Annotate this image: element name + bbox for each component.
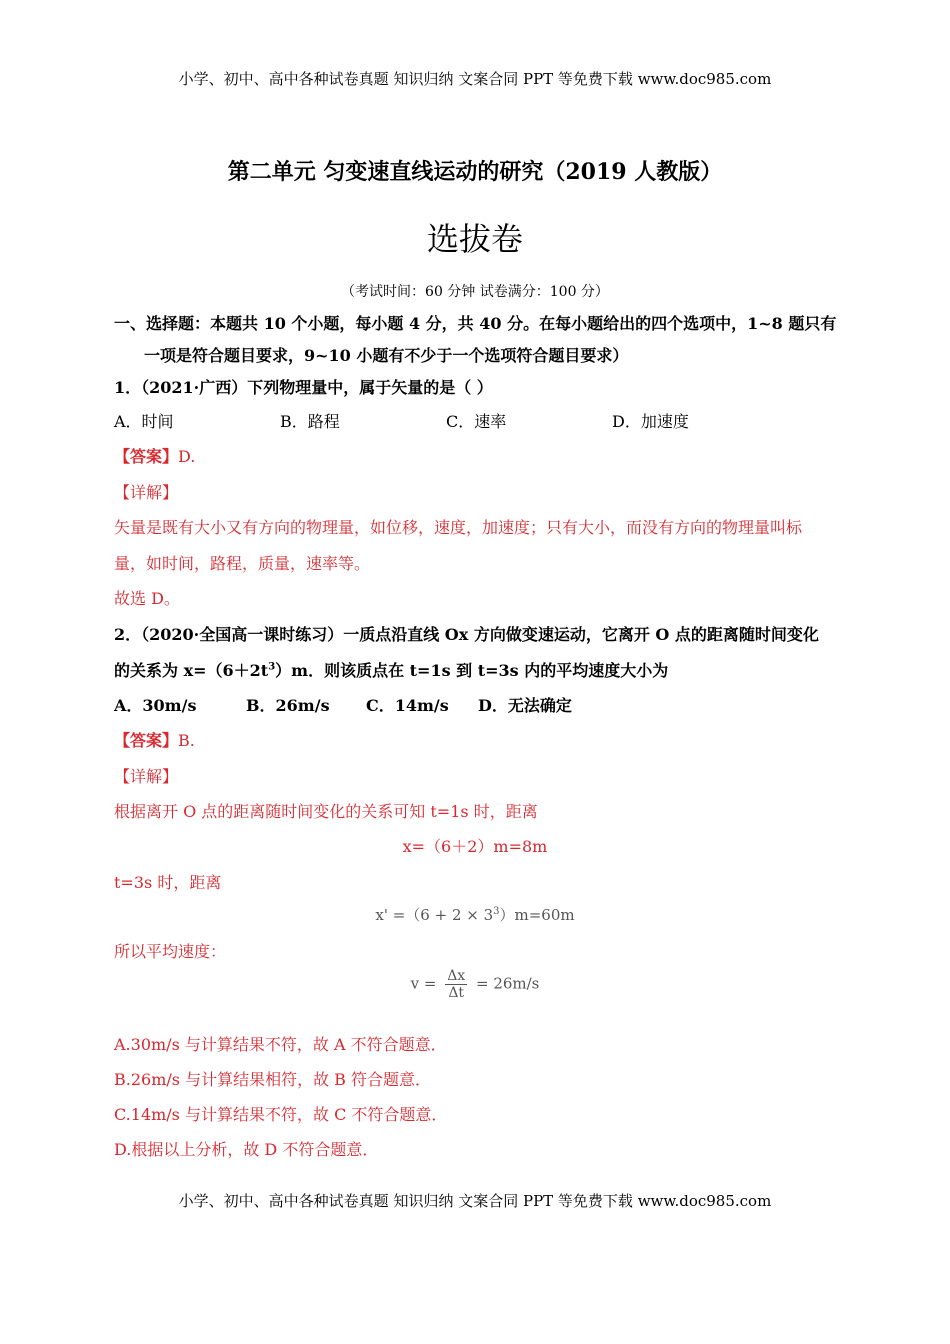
- q2-explain-line3: 所以平均速度：: [114, 942, 227, 961]
- q2-eq3-rhs: = 26m/s: [475, 974, 540, 993]
- q2-detail-label: 【详解】: [114, 767, 179, 786]
- page-subtitle: 选拔卷: [426, 220, 523, 258]
- q2-stem-line2: [114, 658, 668, 681]
- q2-explain-line1: 根据离开 O 点的距离随时间变化的关系可知 t=1s 时，距离: [114, 802, 538, 821]
- section-heading-line2: 一项是符合题目要求，9~10 小题有不少于一个选项符合题目要求）: [144, 346, 629, 365]
- q2-equation-1: x=（6＋2）m=8m: [402, 837, 548, 856]
- q1-option-d: D．加速度: [612, 412, 689, 431]
- page-footer: 小学、初中、高中各种试卷真题 知识归纳 文案合同 PPT 等免费下载 www.doc985.com: [178, 1192, 772, 1210]
- q2-answer: [114, 728, 195, 751]
- q2-answer-value: B.: [178, 731, 195, 750]
- q1-options: [114, 409, 689, 432]
- q2-analysis-b: B.26m/s 与计算结果相符，故 B 符合题意．: [114, 1070, 431, 1089]
- page-title: 第二单元 匀变速直线运动的研究（2019 人教版）: [227, 159, 723, 185]
- q2-eq2-a: x' =（6 + 2 × 3: [375, 906, 494, 924]
- q1-explain-line2: 量，如时间，路程，质量，速率等。: [114, 554, 371, 573]
- q2-stem-line1: 2．（2020·全国高一课时练习）一质点沿直线 Ox 方向做变速运动，它离开 O 点的距离随时间变化: [114, 625, 819, 644]
- q1-answer-label: 【答案】: [114, 447, 179, 466]
- q2-stem-exponent: 3: [268, 661, 276, 673]
- q2-eq2-exponent: 3: [493, 906, 500, 917]
- q2-eq3-fraction: [445, 968, 467, 1001]
- q1-conclusion: 故选 D。: [114, 589, 180, 608]
- page-header: 小学、初中、高中各种试卷真题 知识归纳 文案合同 PPT 等免费下载 www.doc985.com: [178, 70, 772, 88]
- q1-option-c: C．速率: [446, 412, 507, 431]
- q2-explain-line2: t=3s 时，距离: [114, 873, 222, 892]
- q2-answer-label: 【答案】: [114, 731, 179, 750]
- q2-eq3-denominator: Δt: [448, 985, 465, 1001]
- q2-eq3-numerator: Δx: [447, 968, 466, 984]
- q1-answer-value: D.: [178, 447, 196, 466]
- q2-equation-3: [0, 968, 950, 1001]
- q2-equation-2: [0, 904, 950, 925]
- q2-eq3-lhs: v =: [410, 974, 437, 993]
- q1-option-b: B．路程: [280, 412, 340, 431]
- q1-detail-label: 【详解】: [114, 483, 179, 502]
- q2-stem-line2-a: 的关系为 x=（6＋2t: [114, 661, 269, 680]
- q1-answer: [114, 444, 195, 467]
- q2-analysis-a: A.30m/s 与计算结果不符，故 A 不符合题意．: [114, 1035, 447, 1054]
- q2-option-c: C．14m/s: [366, 696, 449, 715]
- q2-options: [114, 693, 572, 716]
- q2-analysis-c: C.14m/s 与计算结果不符，故 C 不符合题意．: [114, 1105, 448, 1124]
- q1-option-a: A．时间: [114, 412, 174, 431]
- q2-analysis-d: D.根据以上分析，故 D 不符合题意．: [114, 1140, 379, 1159]
- q2-eq2-b: ）m=60m: [499, 906, 575, 924]
- exam-info: （考试时间：60 分钟 试卷满分：100 分）: [341, 284, 609, 300]
- q2-option-d: D．无法确定: [478, 696, 572, 715]
- q2-stem-line2-b: ）m．则该质点在 t=1s 到 t=3s 内的平均速度大小为: [275, 661, 669, 680]
- q1-explain-line1: 矢量是既有大小又有方向的物理量，如位移，速度，加速度；只有大小，而没有方向的物理量叫标: [114, 518, 803, 537]
- q1-stem: 1．（2021·广西）下列物理量中，属于矢量的是（ ）: [114, 378, 493, 397]
- q2-option-b: B．26m/s: [246, 696, 330, 715]
- q2-option-a: A．30m/s: [114, 696, 197, 715]
- section-heading-line1: 一、选择题：本题共 10 个小题，每小题 4 分，共 40 分。在每小题给出的四个选项中，1~8 题只有: [114, 314, 837, 333]
